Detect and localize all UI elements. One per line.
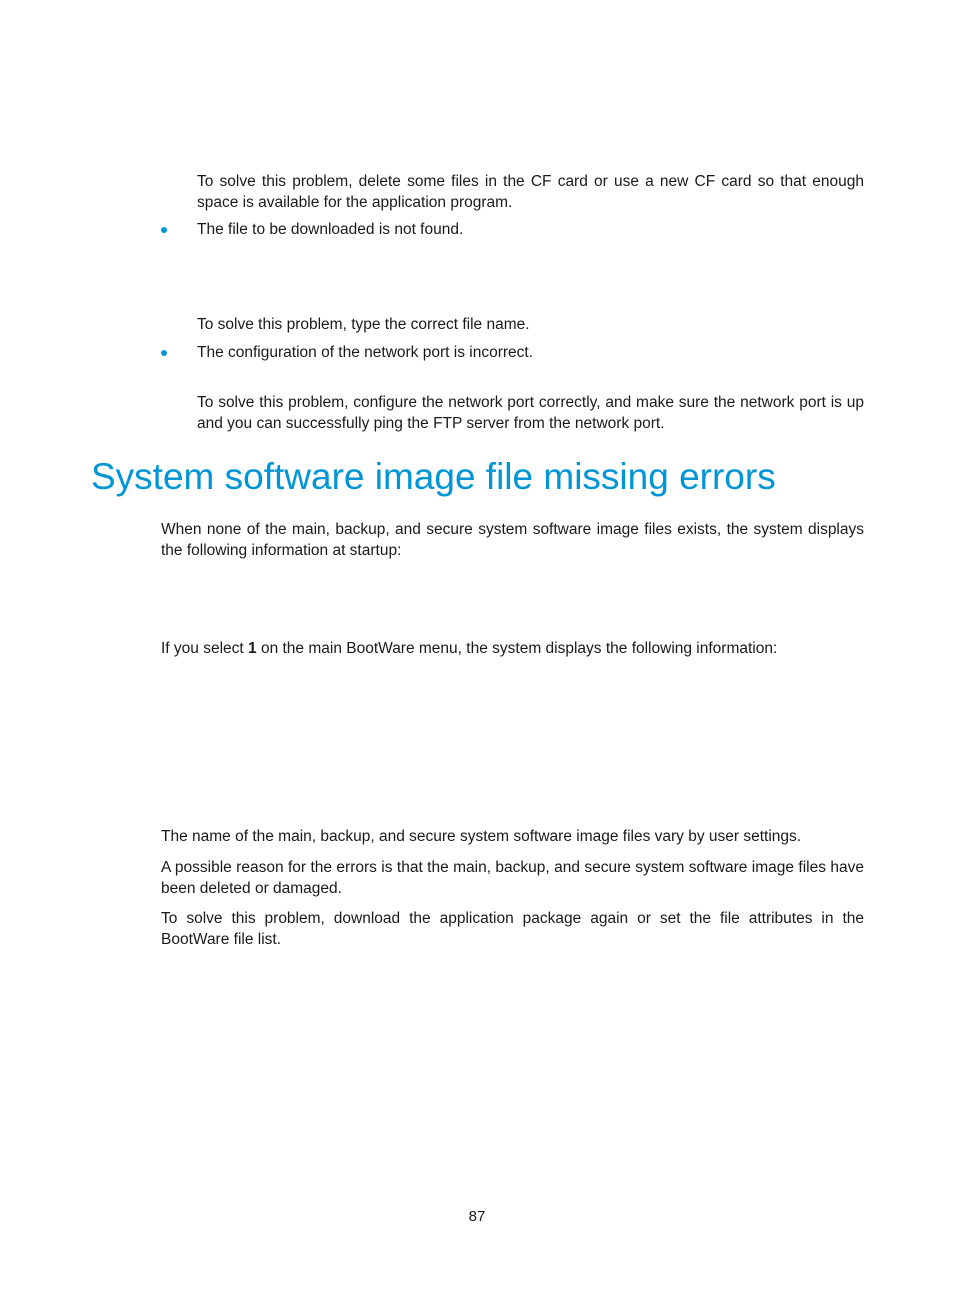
bullet-icon xyxy=(161,227,167,233)
select-text-prefix: If you select xyxy=(161,640,249,657)
bullet-icon xyxy=(161,350,167,356)
file-names-paragraph: The name of the main, backup, and secure system software image files vary by user settings. xyxy=(161,828,802,845)
select-option-number: 1 xyxy=(248,640,257,657)
reason-paragraph: A possible reason for the errors is that the main, backup, and secure system software image files have been deleted or damaged. xyxy=(161,859,864,897)
network-port-solution-paragraph: To solve this problem, configure the network port correctly, and make sure the network port is up and you can successfully ping the FTP server from the network port. xyxy=(197,394,864,432)
intro-paragraph: When none of the main, backup, and secure system software image files exists, the system displays the following information at startup: xyxy=(161,521,864,559)
solution-paragraph: To solve this problem, download the application package again or set the file attributes in the BootWare file list. xyxy=(161,910,864,948)
page-number: 87 xyxy=(468,1208,486,1225)
section-heading: System software image file missing errors xyxy=(91,456,776,497)
file-name-solution-paragraph: To solve this problem, type the correct file name. xyxy=(197,316,530,333)
select-option-paragraph xyxy=(161,638,864,659)
cf-card-solution-paragraph: To solve this problem, delete some files in the CF card or use a new CF card so that enough space is available for the application program. xyxy=(197,173,864,211)
bullet-item-network-port: The configuration of the network port is incorrect. xyxy=(197,344,533,361)
select-text-suffix: on the main BootWare menu, the system displays the following information: xyxy=(256,640,778,657)
bullet-item-file-not-found: The file to be downloaded is not found. xyxy=(197,221,464,238)
